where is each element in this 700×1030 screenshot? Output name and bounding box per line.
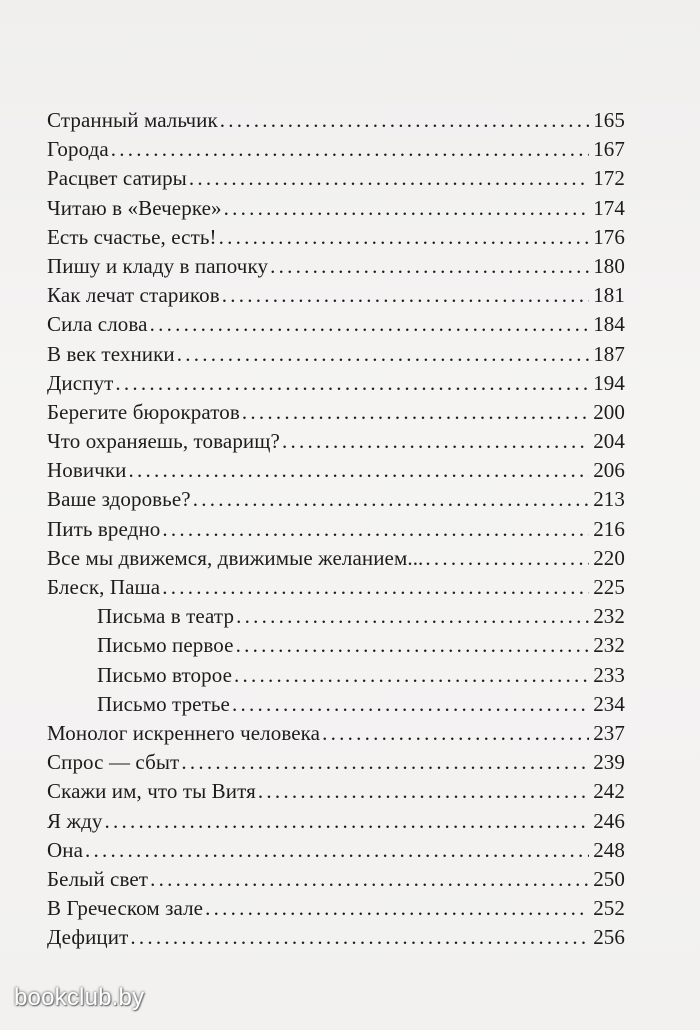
- toc-entry: [47, 748, 625, 777]
- toc-entry-title: Монолог искреннего человека: [47, 720, 321, 745]
- dot-leader: [177, 340, 589, 369]
- toc-entry-page-number: 200: [593, 399, 625, 424]
- toc-entry-title: Письма в театр: [97, 604, 235, 629]
- dot-leader: [236, 631, 590, 660]
- toc-entry: [47, 573, 625, 602]
- dot-leader: [222, 281, 589, 310]
- toc-entry: [47, 194, 625, 223]
- toc-entry-title: Спрос — сбыт: [47, 750, 180, 775]
- toc-entry: [47, 398, 625, 427]
- toc-entry-page-number: 237: [593, 720, 625, 745]
- toc-entry-page-number: 204: [593, 429, 625, 454]
- toc-entry: [47, 135, 625, 164]
- toc-entry-title: Сила слова: [47, 312, 148, 337]
- toc-entry: [47, 340, 625, 369]
- toc-entry-title: Письмо второе: [97, 662, 233, 687]
- toc-entry-title: Странный мальчик: [47, 108, 218, 132]
- toc-entry-page-number: 206: [593, 458, 625, 483]
- toc-entry: [47, 223, 625, 252]
- toc-entry-page-number: 234: [593, 691, 625, 716]
- toc-entry-title: Диспут: [47, 370, 114, 395]
- toc-entry-page-number: 165: [593, 108, 625, 132]
- toc-entry: [47, 456, 625, 485]
- toc-entry-title: Блеск, Паша: [47, 575, 161, 599]
- toc-entry: [47, 281, 625, 310]
- dot-leader: [219, 223, 590, 252]
- dot-leader: [162, 515, 589, 544]
- dot-leader: [234, 661, 589, 690]
- toc-entry-title: В Греческом зале: [47, 896, 204, 921]
- toc-entry-title: Дефицит: [47, 925, 129, 950]
- toc-entry-page-number: 220: [593, 545, 625, 570]
- toc-entry-title: Пить вредно: [47, 516, 161, 541]
- dot-leader: [189, 164, 589, 193]
- toc-entry: [47, 836, 625, 865]
- toc-entry: [47, 923, 625, 952]
- toc-entry-title: Белый свет: [47, 866, 149, 891]
- toc-entry: [47, 894, 625, 923]
- dot-leader: [115, 369, 589, 398]
- toc-entry-page-number: 232: [593, 633, 625, 658]
- toc-entry-page-number: 242: [593, 779, 625, 804]
- toc-entry-page-number: 239: [593, 750, 625, 775]
- toc-entry-title: Берегите бюрократов: [47, 399, 240, 424]
- toc-entry-page-number: 256: [593, 925, 625, 950]
- toc-entry-title: Ваше здоровье?: [47, 487, 191, 512]
- dot-leader: [162, 573, 589, 602]
- site-watermark: bookclub.by: [14, 984, 145, 1011]
- table-of-contents: [47, 106, 625, 952]
- toc-entry: [47, 602, 625, 631]
- dot-leader: [425, 544, 589, 573]
- toc-entry-page-number: 180: [593, 253, 625, 278]
- toc-entry-title: Скажи им, что ты Витя: [47, 779, 256, 804]
- dot-leader: [85, 836, 589, 865]
- toc-entry: [47, 106, 625, 135]
- toc-entry-title: Письмо третье: [97, 691, 230, 716]
- dot-leader: [150, 865, 589, 894]
- dot-leader: [242, 398, 589, 427]
- toc-entry: [47, 310, 625, 339]
- toc-entry-title: Как лечат стариков: [47, 283, 220, 308]
- toc-entry-title: Что охраняешь, товарищ?: [47, 429, 280, 454]
- dot-leader: [129, 456, 590, 485]
- toc-entry: [47, 777, 625, 806]
- dot-leader: [236, 602, 589, 631]
- toc-entry-title: Я жду: [47, 808, 103, 833]
- toc-entry-title: Расцвет сатиры: [47, 166, 187, 191]
- toc-entry-page-number: 167: [593, 137, 625, 162]
- dot-leader: [150, 310, 590, 339]
- toc-entry: [47, 515, 625, 544]
- dot-leader: [205, 894, 589, 923]
- dot-leader: [282, 427, 589, 456]
- toc-entry: [47, 690, 625, 719]
- dot-leader: [258, 777, 589, 806]
- toc-entry-title: Есть счастье, есть!: [47, 224, 217, 249]
- dot-leader: [130, 923, 589, 952]
- toc-entry-title: Города: [47, 137, 109, 162]
- dot-leader: [270, 252, 589, 281]
- toc-entry-page-number: 213: [593, 487, 625, 512]
- toc-entry-title: Она: [47, 837, 84, 862]
- toc-entry-page-number: 176: [593, 224, 625, 249]
- dot-leader: [232, 690, 589, 719]
- toc-entry-page-number: 172: [593, 166, 625, 191]
- toc-entry-page-number: 232: [593, 604, 625, 629]
- toc-entry-title: Пишу и кладу в папочку: [47, 253, 269, 278]
- toc-entry-page-number: 225: [593, 575, 625, 599]
- toc-entry-page-number: 184: [593, 312, 625, 337]
- toc-entry: [47, 719, 625, 748]
- toc-entry-page-number: 248: [593, 837, 625, 862]
- toc-entry-title: В век техники: [47, 341, 175, 366]
- toc-entry-title: Новички: [47, 458, 127, 483]
- toc-entry: [47, 369, 625, 398]
- toc-entry: [47, 427, 625, 456]
- toc-entry: [47, 544, 625, 573]
- toc-entry-title: Читаю в «Вечерке»: [47, 195, 222, 220]
- toc-entry-page-number: 216: [593, 516, 625, 541]
- toc-entry: [47, 807, 625, 836]
- toc-entry-title: Все мы движемся, движимые желанием...: [47, 545, 424, 570]
- toc-entry-page-number: 187: [593, 341, 625, 366]
- toc-entry: [47, 865, 625, 894]
- dot-leader: [224, 194, 590, 223]
- dot-leader: [181, 748, 589, 777]
- dot-leader: [220, 106, 589, 135]
- toc-entry-page-number: 250: [593, 866, 625, 891]
- toc-entry: [47, 631, 625, 660]
- dot-leader: [104, 807, 589, 836]
- toc-entry: [47, 252, 625, 281]
- dot-leader: [193, 485, 589, 514]
- toc-entry-page-number: 174: [593, 195, 625, 220]
- toc-entry: [47, 661, 625, 690]
- toc-entry-page-number: 181: [593, 283, 625, 308]
- toc-entry-page-number: 233: [593, 662, 625, 687]
- dot-leader: [111, 135, 589, 164]
- toc-entry: [47, 485, 625, 514]
- toc-entry-page-number: 194: [593, 370, 625, 395]
- dot-leader: [322, 719, 589, 748]
- toc-entry-page-number: 246: [593, 808, 625, 833]
- toc-entry-title: Письмо первое: [97, 633, 234, 658]
- toc-entry-page-number: 252: [593, 896, 625, 921]
- toc-entry: [47, 164, 625, 193]
